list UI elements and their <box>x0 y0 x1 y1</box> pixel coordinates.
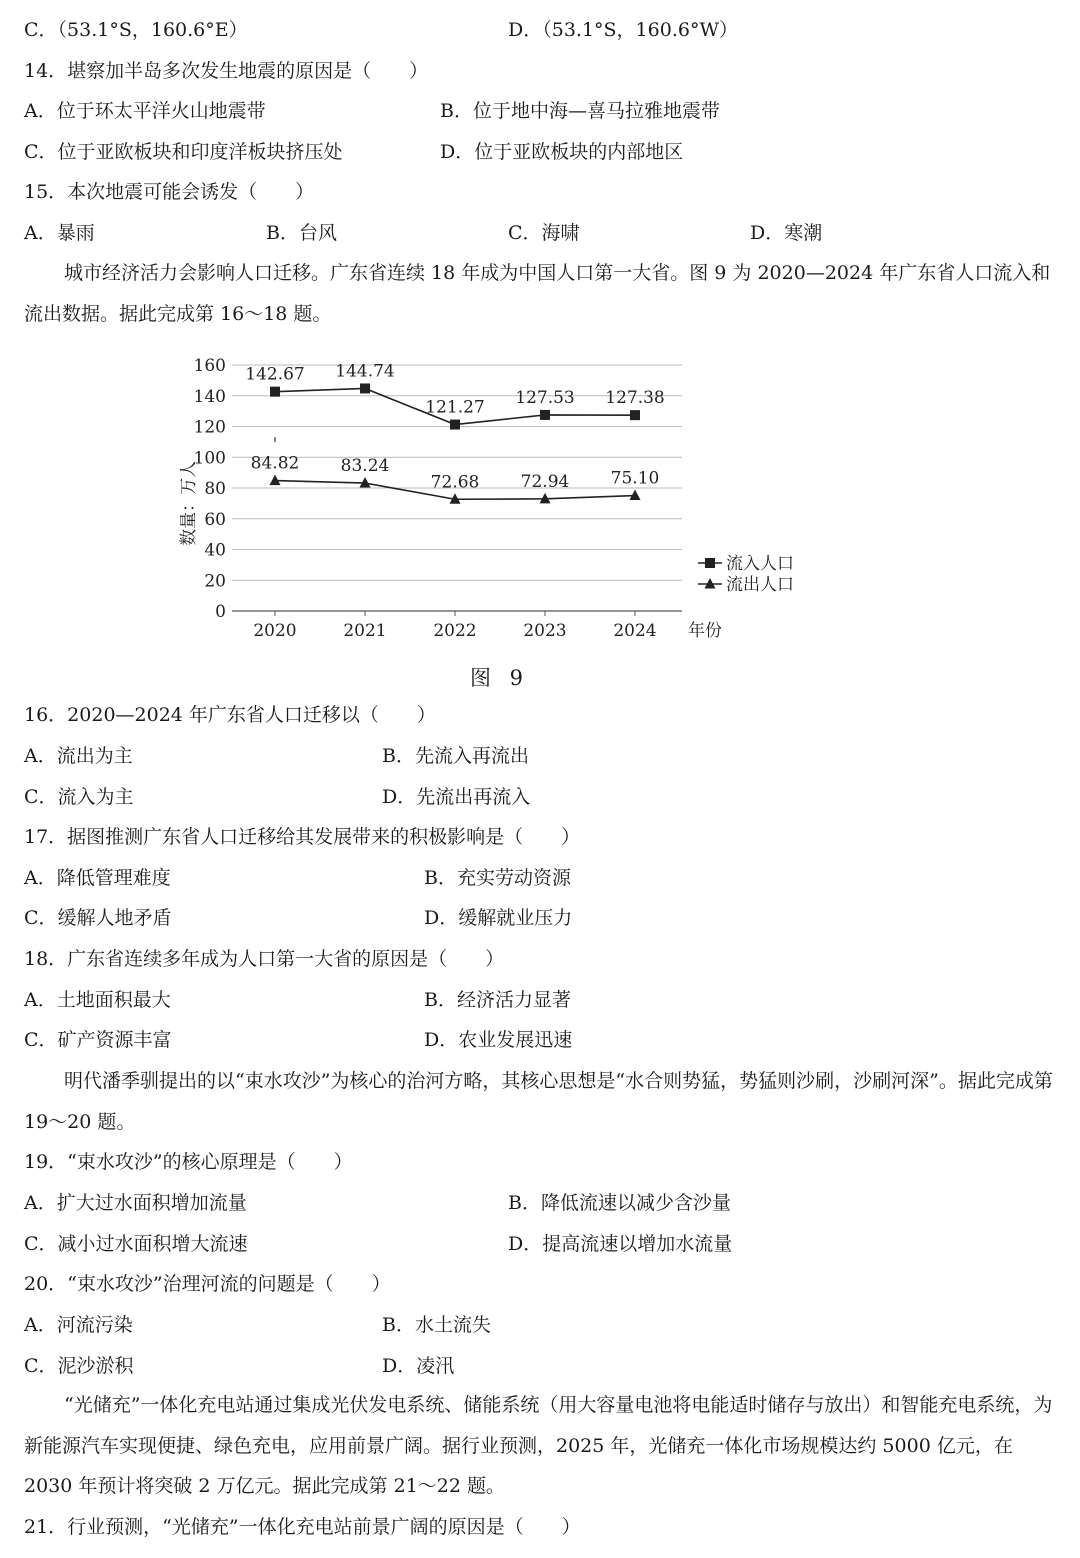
y-axis-label: 数量：万人 <box>179 460 199 546</box>
q15-option-d: D．寒潮 <box>750 222 823 244</box>
data-label: 83.24 <box>340 456 390 477</box>
q16-option-b: B．先流入再流出 <box>382 745 529 767</box>
inflow-point <box>540 410 550 420</box>
q17-option-c: C．缓解人地矛盾 <box>24 907 172 929</box>
q16-option-a: A．流出为主 <box>24 745 133 767</box>
data-label: 84.82 <box>250 453 300 474</box>
data-label: 127.53 <box>515 387 575 408</box>
x-axis-label: 年份 <box>688 621 722 641</box>
data-label: 75.10 <box>610 468 660 489</box>
outflow-point <box>630 490 641 501</box>
q18-option-d: D．农业发展迅速 <box>424 1029 573 1051</box>
x-tick-label: 2023 <box>523 621 567 641</box>
inflow-point <box>360 383 370 393</box>
question-15: 15．本次地震可能会诱发（ ） <box>24 181 315 203</box>
q18-option-b: B．经济活力显著 <box>424 989 571 1011</box>
y-tick-label: 80 <box>204 479 226 499</box>
y-tick-label: 160 <box>193 356 226 376</box>
passage-river <box>24 1061 1064 1142</box>
q20-option-c: C．泥沙淤积 <box>24 1355 134 1377</box>
data-label: 121.27 <box>425 397 485 418</box>
question-14: 14．堪察加半岛多次发生地震的原因是（ ） <box>24 60 429 82</box>
q20-option-b: B．水土流失 <box>382 1314 491 1336</box>
q19-option-c: C．减小过水面积增大流速 <box>24 1233 248 1255</box>
inflow-point <box>270 387 280 397</box>
q18-option-c: C．矿产资源丰富 <box>24 1029 172 1051</box>
data-label: 142.67 <box>245 364 305 385</box>
question-18: 18．广东省连续多年成为人口第一大省的原因是（ ） <box>24 948 505 970</box>
q13-option-d: D．（53.1°S，160.6°W） <box>508 19 738 41</box>
outflow-point <box>270 475 281 486</box>
q15-option-b: B．台风 <box>266 222 337 244</box>
passage-solar-storage <box>24 1385 1064 1507</box>
q16-option-c: C．流入为主 <box>24 786 134 808</box>
data-label: 72.68 <box>430 472 480 493</box>
y-tick-label: 40 <box>204 540 226 561</box>
legend-label: 流出人口 <box>726 575 794 595</box>
passage-population <box>24 253 1064 334</box>
data-label: 72.94 <box>520 471 570 492</box>
passage-population-text: 城市经济活力会影响人口迁移。广东省连续 18 年成为中国人口第一大省。图 9 为 2020—2024 年广东省人口流入和流出数据。据此完成第 16～18 题。 <box>24 262 1051 325</box>
q14-option-b: B．位于地中海—喜马拉雅地震带 <box>440 100 720 122</box>
q20-option-d: D．凌汛 <box>382 1355 455 1377</box>
x-tick-label: 2024 <box>613 621 657 641</box>
q19-option-a: A．扩大过水面积增加流量 <box>24 1192 247 1214</box>
question-16: 16．2020—2024 年广东省人口迁移以（ ） <box>24 704 436 726</box>
data-label: 144.74 <box>335 361 395 382</box>
question-17: 17．据图推测广东省人口迁移给其发展带来的积极影响是（ ） <box>24 826 581 848</box>
passage-river-text: 明代潘季驯提出的以“束水攻沙”为核心的治河方略，其核心思想是“水合则势猛，势猛则沙刷，沙刷河深”。据此完成第 19～20 题。 <box>24 1070 1053 1133</box>
y-tick-label: 120 <box>193 417 226 438</box>
q17-option-a: A．降低管理难度 <box>24 867 171 889</box>
q15-option-a: A．暴雨 <box>24 222 95 244</box>
x-tick-label: 2021 <box>343 621 387 641</box>
y-tick-label: 60 <box>204 509 226 530</box>
legend-label: 流入人口 <box>726 554 794 574</box>
q19-option-b: B．降低流速以减少含沙量 <box>508 1192 731 1214</box>
q18-option-a: A．土地面积最大 <box>24 989 171 1011</box>
inflow-point <box>630 410 640 420</box>
legend-square-marker <box>705 558 715 568</box>
question-19: 19．“束水攻沙”的核心原理是（ ） <box>24 1151 353 1173</box>
q14-option-a: A．位于环太平洋火山地震带 <box>24 100 266 122</box>
data-label: 127.38 <box>605 388 665 409</box>
y-tick-label: 140 <box>193 386 226 407</box>
q16-option-d: D．先流出再流入 <box>382 786 531 808</box>
figure-caption: 图 9 <box>470 666 530 690</box>
inflow-point <box>450 420 460 430</box>
q17-option-b: B．充实劳动资源 <box>424 867 571 889</box>
x-tick-label: 2022 <box>433 621 477 641</box>
x-tick-label: 2020 <box>253 621 297 641</box>
population-line-chart <box>170 345 820 645</box>
question-21: 21．行业预测，“光储充”一体化充电站前景广阔的原因是（ ） <box>24 1516 581 1538</box>
q20-option-a: A．河流污染 <box>24 1314 133 1336</box>
q13-option-c: C．（53.1°S，160.6°E） <box>24 19 248 41</box>
y-tick-label: 100 <box>193 448 226 469</box>
q19-option-d: D．提高流速以增加水流量 <box>508 1233 733 1255</box>
q14-option-c: C．位于亚欧板块和印度洋板块挤压处 <box>24 141 343 163</box>
y-tick-label: 20 <box>204 571 226 592</box>
q14-option-d: D．位于亚欧板块的内部地区 <box>440 141 684 163</box>
question-20: 20．“束水攻沙”治理河流的问题是（ ） <box>24 1273 391 1295</box>
q17-option-d: D．缓解就业压力 <box>424 907 573 929</box>
passage-solar-storage-text: “光储充”一体化充电站通过集成光伏发电系统、储能系统（用大容量电池将电能适时储存与放出）和智能充电系统，为新能源汽车实现便捷、绿色充电，应用前景广阔。据行业预测，2025 年，光储充一体化市场规模达约 5000 亿元，在 2030 年预计将突破 2 万亿元。据此完成第 21～22 题。 <box>24 1394 1053 1497</box>
y-tick-label: 0 <box>215 602 226 622</box>
q15-option-c: C．海啸 <box>508 222 580 244</box>
